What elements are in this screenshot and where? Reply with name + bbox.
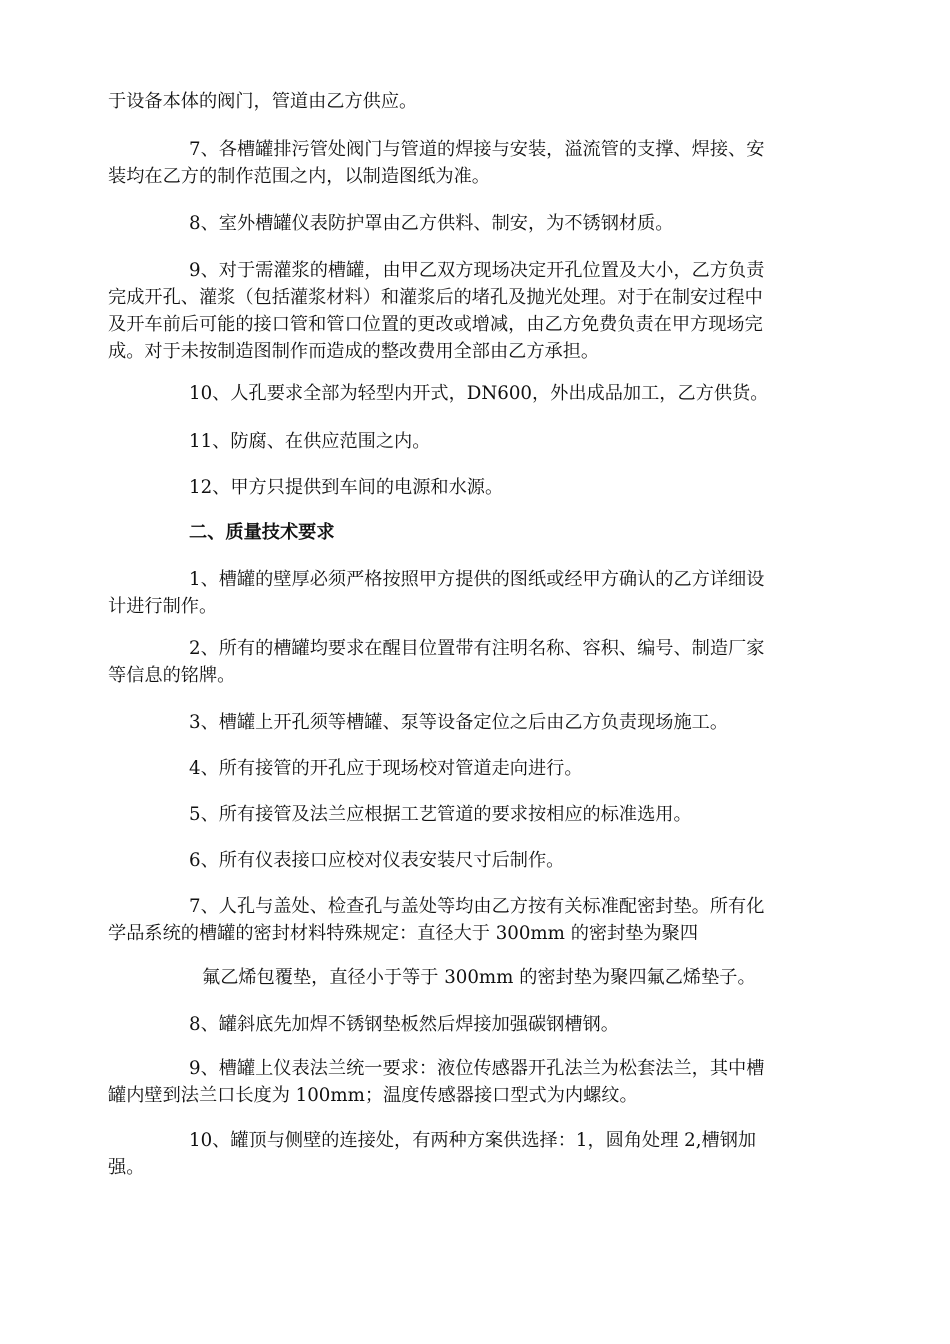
paragraph-line: 7、人孔与盖处、检查孔与盖处等均由乙方按有关标准配密封垫。所有化 — [189, 896, 765, 917]
paragraph-line: 10、罐顶与侧壁的连接处，有两种方案供选择：1，圆角处理 2,槽钢加 — [189, 1130, 757, 1151]
paragraph-line: 11、防腐、在供应范围之内。 — [189, 431, 431, 452]
paragraph-line: 学品系统的槽罐的密封材料特殊规定：直径大于 300mm 的密封垫为聚四 — [108, 923, 699, 944]
paragraph-line: 1、槽罐的壁厚必须严格按照甲方提供的图纸或经甲方确认的乙方详细设 — [189, 569, 765, 590]
paragraph-line: 9、对于需灌浆的槽罐，由甲乙双方现场决定开孔位置及大小，乙方负责 — [189, 260, 765, 281]
paragraph-line: 氟乙烯包覆垫，直径小于等于 300mm 的密封垫为聚四氟乙烯垫子。 — [202, 967, 756, 988]
paragraph-line: 4、所有接管的开孔应于现场校对管道走向进行。 — [189, 758, 583, 779]
paragraph-line: 3、槽罐上开孔须等槽罐、泵等设备定位之后由乙方负责现场施工。 — [189, 712, 729, 733]
paragraph-line: 罐内壁到法兰口长度为 100mm；温度传感器接口型式为内螺纹。 — [108, 1085, 638, 1106]
paragraph-line: 2、所有的槽罐均要求在醒目位置带有注明名称、容积、编号、制造厂家 — [189, 638, 765, 659]
paragraph-line: 8、室外槽罐仪表防护罩由乙方供料、制安，为不锈钢材质。 — [189, 213, 674, 234]
paragraph-line: 6、所有仪表接口应校对仪表安装尺寸后制作。 — [189, 850, 565, 871]
section-heading: 二、质量技术要求 — [189, 522, 335, 543]
paragraph-line: 5、所有接管及法兰应根据工艺管道的要求按相应的标准选用。 — [189, 804, 692, 825]
paragraph-line: 于设备本体的阀门，管道由乙方供应。 — [108, 91, 418, 112]
paragraph-line: 7、各槽罐排污管处阀门与管道的焊接与安装，溢流管的支撑、焊接、安 — [189, 139, 765, 160]
paragraph-line: 12、甲方只提供到车间的电源和水源。 — [189, 477, 504, 498]
paragraph-line: 强。 — [108, 1157, 145, 1178]
paragraph-line: 及开车前后可能的接口管和管口位置的更改或增减，由乙方免费负责在甲方现场完 — [108, 314, 763, 335]
paragraph-line: 成。对于未按制造图制作而造成的整改费用全部由乙方承担。 — [108, 341, 600, 362]
paragraph-line: 10、人孔要求全部为轻型内开式，DN600，外出成品加工，乙方供货。 — [189, 383, 769, 404]
paragraph-line: 装均在乙方的制作范围之内，以制造图纸为准。 — [108, 166, 490, 187]
paragraph-line: 8、罐斜底先加焊不锈钢垫板然后焊接加强碳钢槽钢。 — [189, 1014, 619, 1035]
paragraph-line: 完成开孔、灌浆（包括灌浆材料）和灌浆后的堵孔及抛光处理。对于在制安过程中 — [108, 287, 763, 308]
paragraph-line: 等信息的铭牌。 — [108, 665, 236, 686]
paragraph-line: 9、槽罐上仪表法兰统一要求：液位传感器开孔法兰为松套法兰，其中槽 — [189, 1058, 765, 1079]
paragraph-line: 计进行制作。 — [108, 596, 218, 617]
